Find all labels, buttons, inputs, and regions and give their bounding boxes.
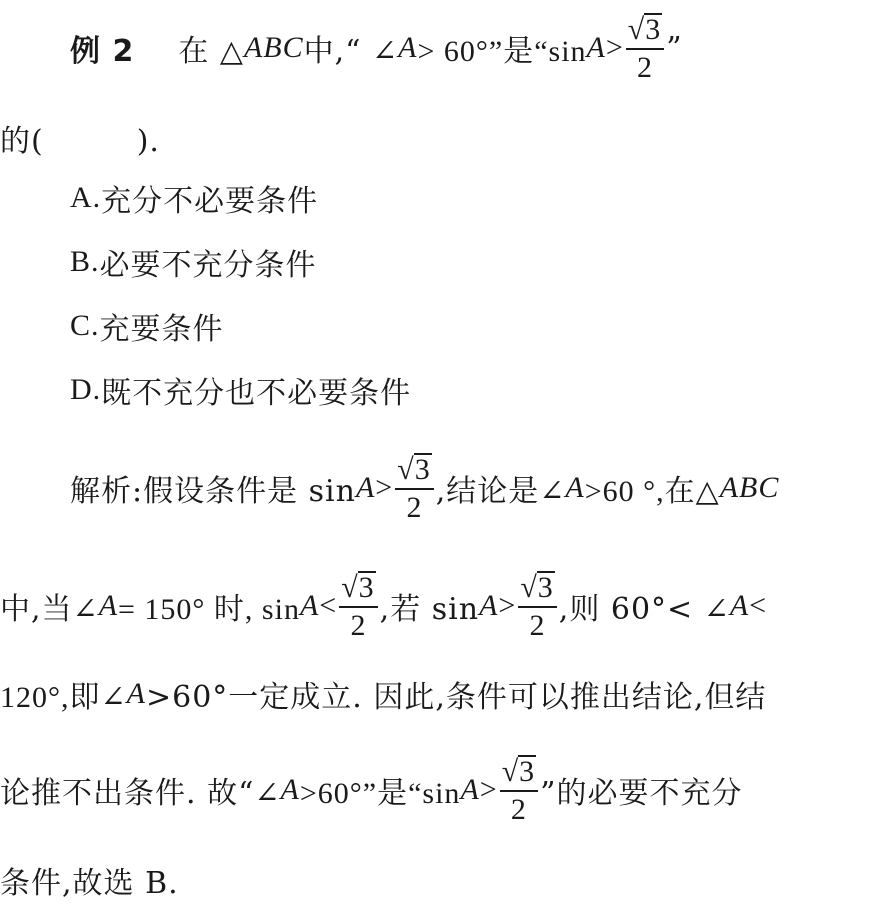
solution-l3-b: >60°一定成立. 因此,条件可以推出结论,但结 (145, 680, 767, 715)
solution-l2-d: ,则 60°< ∠ (558, 592, 730, 627)
example-line-2 (0, 108, 160, 168)
solution-l4-den: 2 (510, 793, 527, 826)
solution-l2-lt: < (319, 589, 338, 622)
solution-l1-num: 3 (414, 453, 431, 486)
solution-l2-var4: A (729, 589, 750, 622)
solution-l2-den: 2 (350, 609, 367, 642)
option-d-letter: D. (70, 373, 102, 406)
solution-l2-b: = 150° 时, sin (118, 593, 300, 626)
solution-l2-num: 3 (358, 571, 375, 604)
solution-l4-var2: A (460, 773, 480, 806)
example-quote-close: ” (666, 30, 683, 66)
option-a (70, 168, 318, 228)
solution-l4-c: ”的必要不充分 (540, 776, 743, 811)
option-b-letter: B. (70, 245, 100, 278)
example-sin-var: A (586, 31, 606, 64)
solution-line-4 (0, 755, 743, 826)
option-d-text: 既不充分也不必要条件 (101, 376, 412, 411)
solution-l1-fraction: √ 3 2 (395, 453, 433, 523)
example-triangle: ABC (243, 31, 304, 64)
solution-line-5 (0, 850, 179, 910)
solution-l1-gt: > (375, 471, 394, 504)
option-c-letter: C. (70, 309, 100, 342)
solution-l4-fraction: √ 3 2 (500, 755, 538, 825)
example-angle-cond: > 60°”是“sin (417, 35, 587, 68)
example-label: 例 2 (70, 34, 135, 69)
solution-l1-var: A (355, 471, 376, 504)
example-line-1 (70, 13, 683, 84)
example-text-mid: 中,“ ∠ (303, 34, 399, 69)
solution-l2-num2: 3 (537, 571, 554, 604)
solution-line-3 (0, 664, 766, 724)
solution-l1-b: ,结论是∠ (435, 474, 566, 509)
solution-l2-fraction-1: √ 3 2 (339, 571, 377, 641)
solution-l2-den2: 2 (529, 609, 546, 642)
example-angle-var: A (398, 31, 418, 64)
solution-line-1 (70, 453, 780, 524)
example-line-2-text: 的( ). (0, 124, 160, 159)
option-d (70, 360, 411, 420)
solution-l3-var: A (126, 677, 146, 710)
solution-l2-var2: A (299, 589, 320, 622)
example-frac-den: 2 (637, 51, 654, 84)
solution-l2-fraction-2: √ 3 2 (518, 571, 556, 641)
solution-l2-var: A (98, 589, 119, 622)
solution-l4-var: A (280, 773, 300, 806)
solution-l4-num: 3 (519, 755, 536, 788)
solution-l1-a: 解析:假设条件是 sin (70, 474, 356, 509)
option-b (70, 232, 317, 292)
solution-l3-a: 120°,即∠ (0, 681, 127, 714)
solution-l2-c: ,若 sin (379, 592, 480, 627)
solution-l1-tri: ABC (719, 471, 780, 504)
example-text-prefix: 在 △ (178, 34, 244, 69)
solution-line-2 (0, 571, 768, 642)
option-c (70, 296, 224, 356)
option-a-text: 充分不必要条件 (101, 184, 319, 219)
option-b-text: 必要不充分条件 (99, 248, 317, 283)
solution-l4-gt: > (479, 773, 498, 806)
solution-l4-a: 论推不出条件. 故“∠ (0, 776, 281, 811)
solution-l2-var3: A (479, 589, 499, 622)
solution-l1-var2: A (565, 471, 585, 504)
solution-l5: 条件,故选 B. (0, 866, 179, 901)
option-a-letter: A. (70, 181, 102, 214)
solution-l4-b: >60°”是“sin (299, 777, 461, 810)
solution-l2-gt: > (498, 589, 517, 622)
option-c-text: 充要条件 (99, 312, 224, 347)
solution-l1-den: 2 (406, 491, 423, 524)
example-gt: > (605, 31, 624, 64)
solution-l2-e: < (749, 589, 768, 622)
example-fraction: √ 3 2 (626, 13, 664, 83)
solution-l1-c: >60 °,在△ (584, 475, 720, 508)
example-frac-num: 3 (645, 13, 662, 46)
solution-l2-a: 中,当∠ (0, 592, 99, 627)
